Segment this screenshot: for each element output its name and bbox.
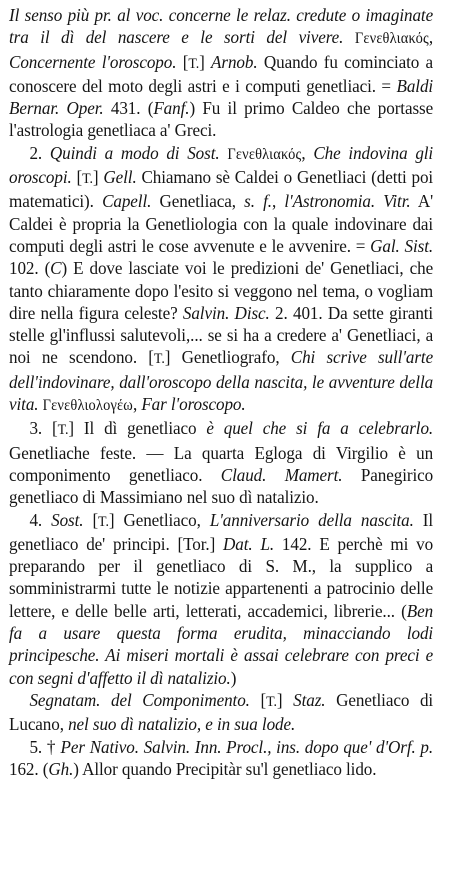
paragraph-sense-4-segnatam: [9, 689, 438, 736]
text-segment: Fanf.: [153, 98, 190, 119]
text-segment: Quindi a modo di Sost.: [49, 142, 220, 163]
text-segment: Genetliache feste. — La quarta Egloga di Virgilio è un componimento genetliaco.: [9, 418, 438, 485]
text-segment: ) Allor quando Precipitàr su'l genetliaco lido.: [73, 758, 377, 779]
paragraph-sense-3: [9, 417, 438, 508]
text-segment: Quando fu cominciato a conoscere del moto degli astri e i computi genetliaci. =: [9, 51, 438, 96]
text-segment: 162. (: [9, 736, 438, 779]
text-segment: 2. 401. Da sette giranti stelle gl'influssi salutevoli,... se si ha a credere a' Genetliaci, a noi ne scendono. [: [9, 302, 438, 368]
text-segment: Baldi Bernar. Oper.: [9, 75, 438, 119]
text-segment: s. f.: [244, 191, 272, 212]
text-segment: ]: [199, 51, 212, 72]
paragraph-sense-2: [9, 142, 438, 418]
text-segment: [: [249, 689, 267, 710]
text-segment: Γενεθλιακός: [354, 30, 429, 48]
text-segment: T.: [57, 422, 69, 439]
text-segment: Chiamano sè Caldei o Genetliaci (detti poi matematici).: [9, 167, 438, 212]
text-segment: Claud. Mamert.: [220, 464, 343, 485]
text-segment: è quel che si fa a celebrarlo.: [206, 418, 434, 439]
text-segment: Gell.: [103, 167, 137, 188]
text-segment: ) Fu il primo Caldeo che portasse l'astrologia genetliaca a' Greci.: [9, 98, 438, 141]
text-segment: L'anniversario della nascita.: [209, 509, 414, 530]
text-segment: ] Il dì genetliaco: [68, 418, 207, 439]
text-segment: Capell.: [102, 191, 152, 212]
text-segment: Staz.: [293, 689, 326, 710]
paragraph-sense-4: [9, 509, 438, 689]
text-segment: ]: [209, 533, 224, 554]
text-segment: 142. E perchè mi vo preparando per il genetliaco di S. M., la supplico a somministrarmi tutte le notizie appartenenti a patrocinio delle lettere, e delle belle arti, letterati, accademici, librerie... (: [9, 533, 438, 621]
text-segment: T.: [153, 351, 165, 368]
text-segment: 2.: [29, 142, 50, 163]
text-segment: ): [230, 667, 237, 688]
text-segment: 431. (: [103, 98, 154, 119]
dictionary-entry-column: [9, 4, 438, 780]
text-segment: 3. [: [29, 418, 58, 439]
text-segment: Che indovina gli oroscopi.: [9, 142, 438, 188]
text-segment: Il genetliaco de' principi. [: [9, 509, 438, 554]
text-segment: T.: [82, 171, 93, 188]
text-segment: Γενεθλιολογέω: [42, 397, 133, 415]
text-segment: T.: [188, 55, 200, 72]
text-segment: ,: [428, 27, 438, 48]
text-segment: ) E dove lasciate voi le predizioni de' Genetliaci, che tanto chiaramente dopo l'esito si veggono nel tema, o vogliam dire nella figura celeste?: [9, 258, 438, 323]
text-segment: Far l'oroscopo.: [141, 394, 246, 415]
text-segment: nel suo dì natalizio, e in sua lode.: [68, 714, 296, 735]
text-segment: Genetliaco di Lucano,: [9, 689, 438, 735]
text-segment: [: [176, 51, 189, 72]
text-segment: T.: [266, 693, 277, 710]
text-segment: ,: [132, 394, 142, 415]
text-segment: Gal. Sist.: [370, 235, 434, 256]
text-segment: ]: [276, 689, 294, 710]
text-segment: A' Caldei è propria la Genetliologia con la quale indovinare dai computi degli astri le cose avvenute e le avvenire. =: [9, 191, 438, 256]
text-segment: C: [50, 258, 62, 279]
text-segment: Γενεθλιακός: [227, 145, 302, 163]
text-segment: Genetliaca,: [151, 191, 245, 212]
text-segment: Dat. L.: [223, 533, 275, 554]
text-segment: ,: [301, 142, 314, 163]
text-segment: ,: [271, 191, 285, 212]
text-segment: Panegirico genetliaco di Massimiano nel suo dì natalizio.: [9, 464, 438, 508]
text-segment: 102. (: [9, 235, 438, 279]
paragraph-sense-5: [9, 736, 438, 781]
text-segment: Salvin. Disc.: [182, 302, 270, 323]
text-segment: [: [83, 509, 99, 530]
text-segment: Sost.: [51, 509, 84, 530]
text-segment: Concernente l'oroscopo.: [9, 51, 177, 72]
text-segment: 5. †: [29, 736, 61, 757]
text-segment: Il senso più pr. al voc. concerne le relaz. credute o imaginate tra il dì del nascere e le sorti del vivere.: [9, 5, 438, 48]
text-segment: [220, 143, 228, 163]
text-segment: Segnatam. del Componimento.: [29, 689, 250, 710]
text-segment: T.: [98, 513, 109, 530]
text-segment: ] Genetliaco,: [108, 509, 210, 530]
text-segment: Chi scrive sull'arte dell'indovinare, dall'oroscopo della nascita, le avventure della vita.: [9, 347, 438, 415]
text-segment: 4.: [29, 509, 52, 530]
text-segment: [: [71, 167, 83, 188]
text-segment: l'Astronomia. Vitr.: [284, 191, 411, 212]
text-segment: Gh.: [48, 758, 74, 779]
text-segment: Tor.: [183, 533, 210, 554]
text-segment: Per Nativo. Salvin. Inn. Procl., ins. dopo que' d'Orf. p.: [60, 736, 434, 757]
text-segment: ]: [92, 167, 104, 188]
text-segment: Arnob.: [211, 51, 258, 72]
text-segment: Ben fa a usare questa forma erudita, minacciando lodi principesche. Ai miseri mortali è assai celebrare con preci e con segni d'affetto il dì natalizio.: [9, 600, 438, 688]
text-segment: ] Genetliografo,: [164, 347, 291, 368]
paragraph-sense-1-continued: [9, 4, 438, 142]
